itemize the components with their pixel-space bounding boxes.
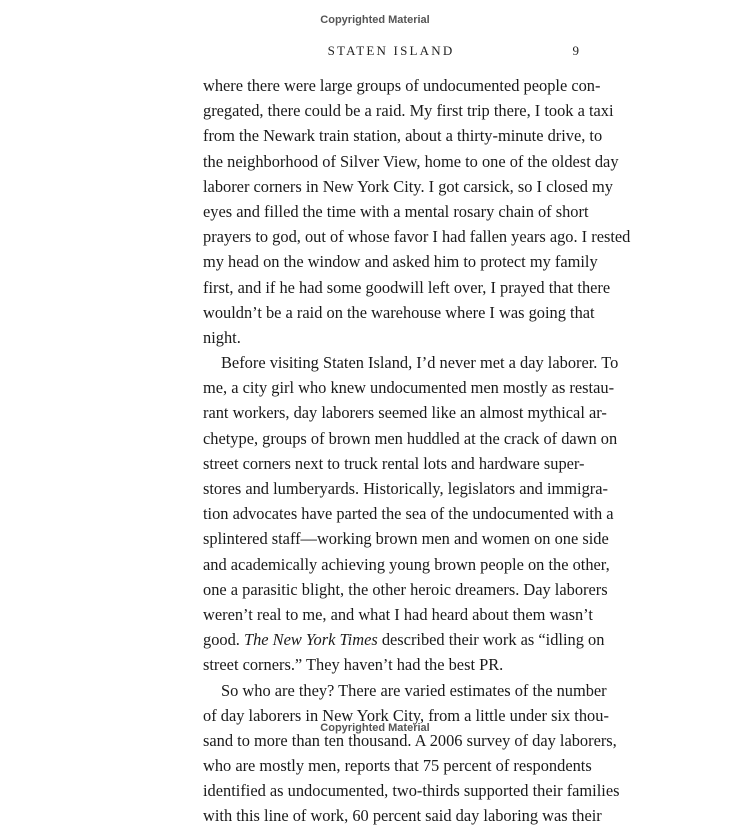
- text-segment: laborer corners in New York City. I got carsick, so I closed my: [203, 176, 613, 196]
- text-segment: wouldn’t be a raid on the warehouse where I was going that: [203, 302, 595, 322]
- text-segment: night.: [203, 327, 241, 347]
- text-segment: and academically achieving young brown people on the other,: [203, 554, 610, 574]
- text-line: [203, 526, 609, 551]
- text-line: [203, 577, 608, 602]
- text-line: [203, 400, 607, 425]
- text-line: [203, 426, 618, 451]
- text-line: [203, 350, 619, 375]
- text-line: [203, 300, 595, 325]
- text-line: [203, 375, 615, 400]
- text-line: [203, 325, 579, 350]
- text-segment: one a parasitic blight, the other heroic dreamers. Day laborers: [203, 579, 608, 599]
- text-segment: tion advocates have parted the sea of the undocumented with a: [203, 504, 614, 524]
- text-segment: splintered staff—working brown men and women on one side: [203, 529, 609, 549]
- text-line: [203, 501, 614, 526]
- text-line: [203, 778, 620, 803]
- text-segment: the neighborhood of Silver View, home to one of the oldest day: [203, 151, 619, 171]
- text-line: [203, 602, 593, 627]
- text-segment: with this line of work, 60 percent said day laboring was their: [203, 806, 602, 826]
- text-line: [203, 98, 614, 123]
- text-segment: rant workers, day laborers seemed like an almost mythical ar-: [203, 403, 607, 423]
- text-line: [203, 249, 598, 274]
- body-text: [203, 73, 631, 829]
- text-line: [203, 123, 603, 148]
- text-line: [203, 73, 601, 98]
- text-segment: weren’t real to me, and what I had heard about them wasn’t: [203, 604, 593, 624]
- text-segment: stores and lumberyards. Historically, legislators and immigra-: [203, 479, 608, 498]
- italic-title: The New York Times: [243, 630, 378, 650]
- text-segment: where there were large groups of undocumented people con-: [203, 76, 601, 95]
- text-segment: eyes and filled the time with a mental rosary chain of short: [203, 201, 589, 221]
- text-segment: first, and if he had some goodwill left over, I prayed that there: [203, 277, 611, 297]
- text-segment: So who are they? There are varied estimates of the number: [221, 680, 607, 700]
- text-segment: street corners.” They haven’t had the best PR.: [203, 655, 504, 675]
- text-segment: chetype, groups of brown men huddled at the crack of dawn on: [203, 428, 618, 448]
- text-segment: Before visiting Staten Island, I’d never met a day laborer. To: [221, 353, 619, 373]
- text-segment: sand to more than ten thousand. A 2006 survey of day laborers,: [203, 730, 617, 750]
- text-segment: gregated, there could be a raid. My first trip there, I took a taxi: [203, 101, 614, 121]
- text-segment: me, a city girl who knew undocumented men mostly as restau-: [203, 378, 615, 398]
- text-line: [203, 224, 631, 249]
- text-segment: who are mostly men, reports that 75 percent of respondents: [203, 756, 592, 776]
- text-segment: street corners next to truck rental lots and hardware super-: [203, 453, 585, 473]
- text-line: [203, 652, 579, 677]
- text-line: [203, 753, 592, 778]
- text-segment: prayers to god, out of whose favor I had fallen years ago. I rested: [203, 227, 631, 247]
- copyright-watermark-top: Copyrighted Material: [320, 14, 430, 26]
- text-segment: identified as undocumented, two-thirds supported their families: [203, 781, 620, 801]
- text-line: [203, 803, 602, 828]
- text-segment: from the Newark train station, about a thirty-minute drive, to: [203, 126, 603, 146]
- text-line: [203, 451, 585, 476]
- running-head: [203, 43, 579, 61]
- text-line: [203, 149, 619, 174]
- text-line: [203, 275, 611, 300]
- text-segment: my head on the window and asked him to protect my family: [203, 252, 598, 272]
- text-segment: of day laborers in New York City, from a little under six thou-: [203, 705, 609, 725]
- copyright-watermark-bottom: Copyrighted Material: [320, 722, 430, 734]
- page-number: 9: [572, 43, 579, 58]
- chapter-title: STATEN ISLAND: [327, 43, 455, 58]
- text-segment: described their work as “idling on: [377, 630, 605, 650]
- text-line: [203, 678, 607, 703]
- text-line: [203, 199, 589, 224]
- text-line: [203, 476, 608, 501]
- text-line: [203, 627, 605, 652]
- text-segment: good.: [203, 630, 244, 650]
- text-line: [203, 552, 610, 577]
- text-line: [203, 174, 613, 199]
